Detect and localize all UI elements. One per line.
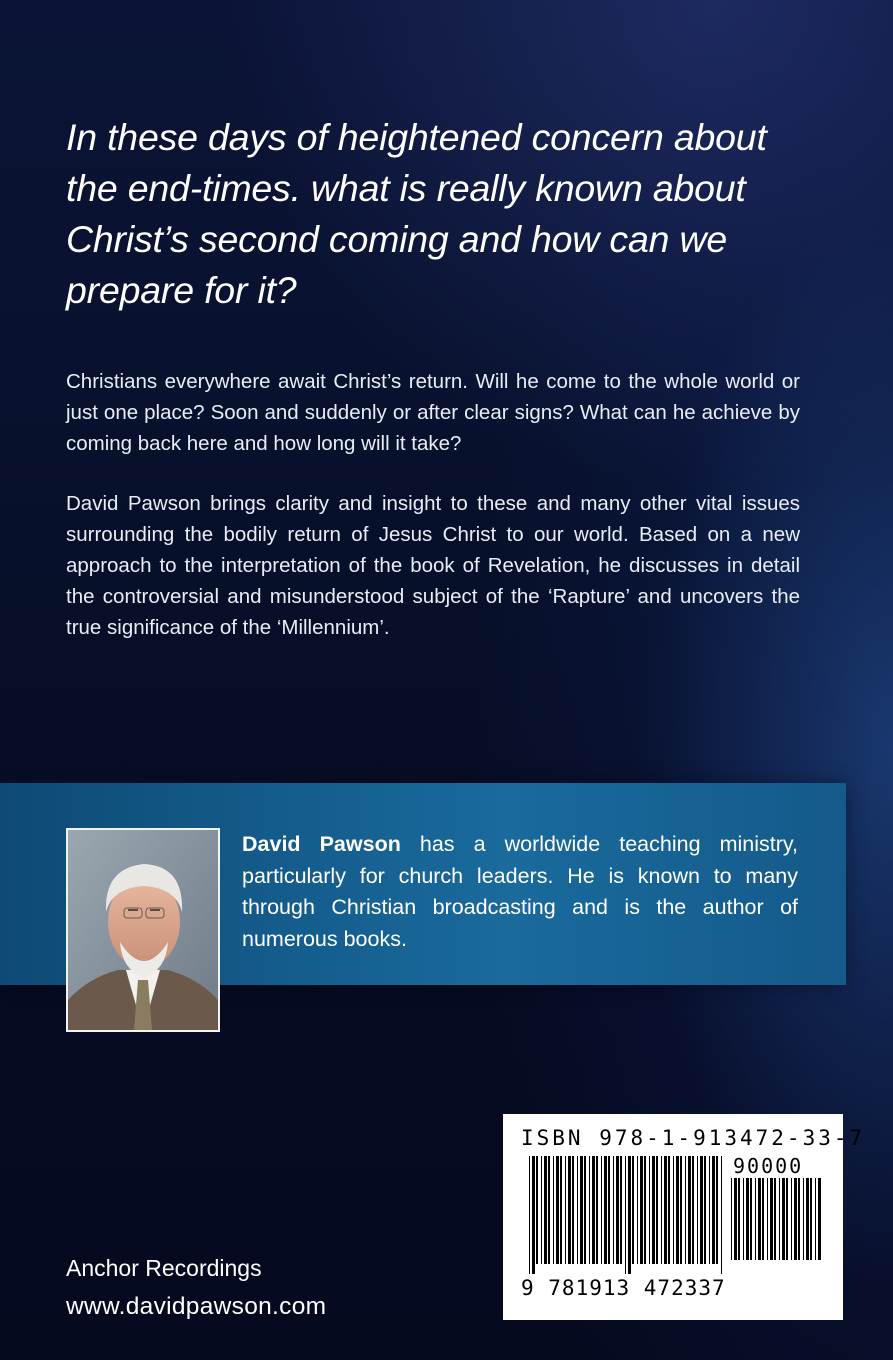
barcode-bar (568, 1156, 571, 1264)
barcode-bar (716, 1156, 718, 1264)
barcode-bar (577, 1156, 578, 1264)
barcode-bar (668, 1156, 670, 1264)
barcode-bar (818, 1178, 821, 1260)
barcode-bar (680, 1156, 682, 1264)
barcode-bar (758, 1178, 761, 1260)
barcode-bar (697, 1156, 698, 1264)
barcode-bar (734, 1178, 737, 1260)
barcode-bar (529, 1156, 530, 1274)
barcode-bar (712, 1156, 715, 1264)
barcode-bar (661, 1156, 662, 1264)
barcode-bar (584, 1156, 586, 1264)
barcode-bar (637, 1156, 638, 1264)
price-code: 90000 (733, 1154, 804, 1178)
barcode-bar (770, 1178, 773, 1260)
barcode-bar (580, 1156, 583, 1264)
author-name: David Pawson (242, 832, 401, 856)
barcode-bar (709, 1156, 710, 1264)
barcode-bar (815, 1178, 816, 1260)
publisher-name: Anchor Recordings (66, 1255, 262, 1281)
barcode-bar (803, 1178, 804, 1260)
barcode-bar (673, 1156, 674, 1264)
barcode-bar (613, 1156, 614, 1264)
isbn-label: ISBN 978-1-913472-33-7 (521, 1126, 866, 1150)
barcode-bar (628, 1156, 631, 1274)
barcode-bar (556, 1156, 559, 1264)
barcode-bar (656, 1156, 658, 1264)
barcode-bar (692, 1156, 694, 1264)
barcode-bar (616, 1156, 619, 1264)
barcode-bar (738, 1178, 740, 1260)
barcode-digits: 9 781913 472337 (521, 1276, 726, 1300)
barcode-bar (604, 1156, 607, 1264)
barcode-bar (746, 1178, 749, 1260)
barcode-bar (632, 1156, 634, 1264)
barcode-bar (544, 1156, 547, 1264)
barcode-bar (688, 1156, 691, 1264)
barcode-bar (565, 1156, 566, 1264)
barcode-bar (596, 1156, 598, 1264)
barcode-bar (786, 1178, 788, 1260)
barcode-bar (779, 1178, 780, 1260)
blurb-paragraph-1: Christians everywhere await Christ’s return. Will he come to the whole world or just one place? Soon and suddenly or after clear signs? What can he achieve by coming back here and how long will it take? (66, 370, 800, 455)
blurb-paragraph-2: David Pawson brings clarity and insight to these and many other vital issues surrounding the bodily return of Jesus Christ to our world. Based on a new approach to the interpretation of the book of Revelation, he discusses in detail the controversial and misunderstood subject of the ‘Rapture’ and uncovers the true significance of the ‘Millennium’. (66, 492, 800, 639)
barcode-bar (704, 1156, 706, 1264)
barcode-bar (560, 1156, 562, 1264)
barcode-bar (731, 1178, 732, 1260)
author-photo (66, 828, 220, 1032)
barcode-bar (625, 1156, 626, 1274)
barcode-bar (750, 1178, 752, 1260)
barcode-bar (620, 1156, 622, 1264)
barcode-bar (685, 1156, 686, 1264)
barcode-bar (553, 1156, 554, 1264)
barcode-bar (541, 1156, 542, 1264)
barcode-bar (755, 1178, 756, 1260)
barcode-bars-main (529, 1156, 725, 1274)
barcode-bar (676, 1156, 679, 1264)
barcode-bar (782, 1178, 785, 1260)
publisher-website[interactable]: www.davidpawson.com (66, 1293, 327, 1320)
barcode-bar (664, 1156, 667, 1264)
author-bio-text: has a worldwide teaching ministry, particularly for church leaders. He is known to many through Christian broadcasting and is the author of numerous books. (242, 832, 798, 951)
barcode-bars-addon (731, 1178, 821, 1270)
barcode-bar (743, 1178, 744, 1260)
barcode-bar (640, 1156, 643, 1264)
barcode-bar (652, 1156, 655, 1264)
barcode-bar (649, 1156, 650, 1264)
barcode-bar (608, 1156, 610, 1264)
barcode-bar (806, 1178, 809, 1260)
author-bio (242, 829, 798, 955)
barcode-bar (536, 1156, 538, 1264)
barcode-bar (721, 1156, 722, 1274)
barcode-bar (794, 1178, 797, 1260)
barcode-bar (548, 1156, 550, 1264)
isbn-barcode (503, 1114, 866, 1320)
barcode-bar (700, 1156, 703, 1264)
barcode-bar (810, 1178, 812, 1260)
barcode-bar (767, 1178, 768, 1260)
barcode-bar (798, 1178, 800, 1260)
barcode-bar (791, 1178, 792, 1260)
barcode-bar (572, 1156, 574, 1264)
barcode-bar (762, 1178, 764, 1260)
barcode-bar (601, 1156, 602, 1264)
barcode-bar (644, 1156, 646, 1264)
barcode-bar (589, 1156, 590, 1264)
cover-tagline: In these days of heightened concern about the end-times. what is really known about Christ’s second coming and how can we prepare for it? (66, 116, 767, 311)
barcode-bar (774, 1178, 776, 1260)
barcode-bar (532, 1156, 535, 1274)
barcode-bar (592, 1156, 595, 1264)
